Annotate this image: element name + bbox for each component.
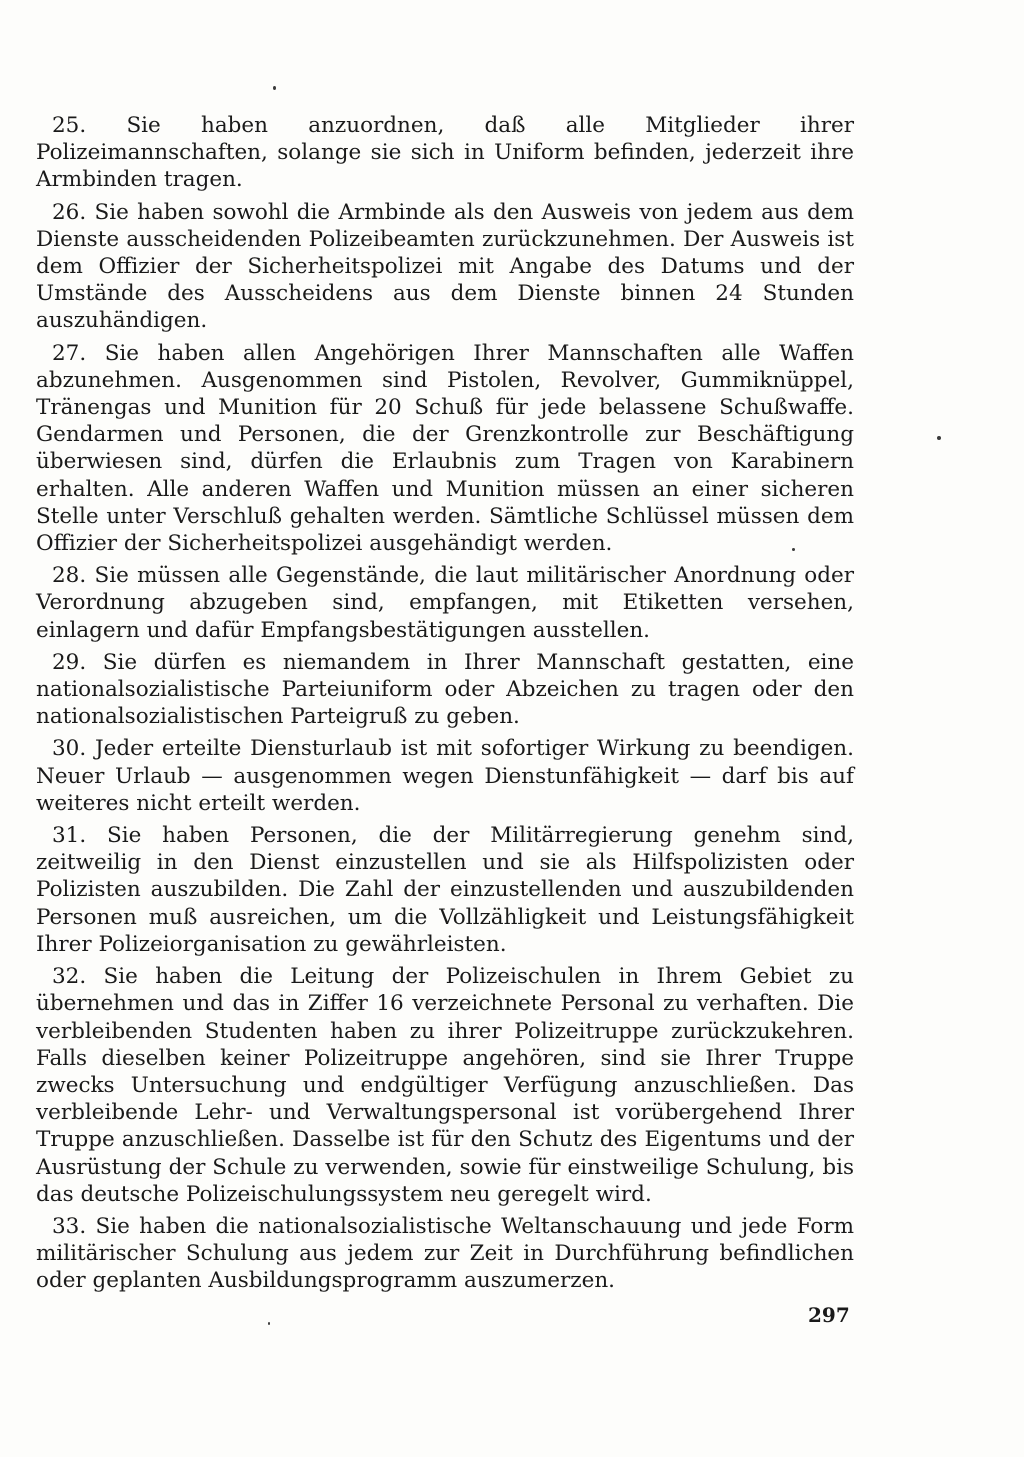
body-text [36, 112, 854, 1300]
paragraph-number: 26. [52, 199, 87, 225]
paragraph-29 [36, 649, 854, 731]
page-number: 297 [808, 1303, 850, 1327]
paragraph-text: Sie haben allen Angehörigen Ihrer Mannschaften alle Waffen abzunehmen. Ausgenommen sind Pistolen, Revolver, Gummiknüppel, Tränengas und Munition für 20 Schuß für jede belassene Schußwaffe. Gendarmen und Personen, die der Grenzkontrolle zur Beschäftigung überwiesen sind, dürfen die Erlaubnis zum Tragen von Karabinern erhalten. Alle anderen Waffen und Munition müssen an einer sicheren Stelle unter Verschluß gehalten werden. Sämtliche Schlüssel müssen dem Offizier der Sicherheitspolizei ausgehändigt werden. [36, 340, 854, 557]
scan-speck [273, 86, 276, 90]
paragraph-number: 27. [52, 340, 87, 366]
paragraph-text: Sie haben die nationalsozialistische Weltanschauung und jede Form militärischer Schulung aus jedem zur Zeit in Durchführung befindlichen oder geplanten Ausbildungsprogramm auszumerzen. [36, 1213, 855, 1294]
paragraph-28 [36, 562, 854, 644]
paragraph-33 [36, 1213, 854, 1295]
paragraph-number: 30. [52, 736, 87, 762]
paragraph-text: Sie haben die Leitung der Polizeischulen in Ihrem Gebiet zu übernehmen und das in Ziffer 16 verzeichnete Personal zu verhaften. Die verbleibenden Studenten haben zu ihrer Polizeitruppe zurückzukehren. Falls dieselben keiner Polizeitruppe angehören, sind sie Ihrer Truppe zwecks Untersuchung und endgültiger Verfügung anzuschließen. Das verbleibende Lehr- und Verwaltungspersonal ist vorübergehend Ihrer Truppe anzuschließen. Dasselbe ist für den Schutz des Eigentums und der Ausrüstung der Schule zu verwenden, sowie für einstweilige Schulung, bis das deutsche Polizeischulungssystem neu geregelt wird. [36, 964, 854, 1207]
paragraph-text: Sie dürfen es niemandem in Ihrer Mannschaft gestatten, eine nationalsozialistische Parteiuniform oder Abzeichen zu tragen oder den nationalsozialistischen Parteigruß zu geben. [36, 649, 854, 730]
paragraph-text: Sie haben sowohl die Armbinde als den Ausweis von jedem aus dem Dienste ausscheidenden Polizeibeamten zurückzunehmen. Der Ausweis ist dem Offizier der Sicherheitspolizei mit Angabe des Datums und der Umstände des Ausscheidens aus dem Dienste binnen 24 Stunden auszuhändigen. [36, 199, 854, 334]
paragraph-32 [36, 963, 854, 1208]
paragraph-text: Sie haben Personen, die der Militärregierung genehm sind, zeitweilig in den Dienst einzustellen und sie als Hilfspolizisten oder Polizisten auszubilden. Die Zahl der einzustellenden und auszubildenden Personen muß ausreichen, um die Vollzähligkeit und Leistungsfähigkeit Ihrer Polizeiorganisation zu gewährleisten. [36, 823, 854, 957]
paragraph-text: Sie haben anzuordnen, daß alle Mitglieder ihrer Polizeimannschaften, solange sie sich in Uniform befinden, jederzeit ihre Armbinden tragen. [36, 113, 854, 193]
paragraph-number: 32. [52, 964, 87, 990]
paragraph-number: 29. [52, 649, 87, 675]
paragraph-text: Jeder erteilte Diensturlaub ist mit sofortiger Wirkung zu beendigen. Neuer Urlaub — ausgenommen wegen Dienstunfähigkeit — darf bis auf weiteres nicht erteilt werden. [36, 736, 854, 816]
paragraph-number: 31. [52, 823, 87, 849]
paragraph-number: 33. [52, 1213, 87, 1239]
scan-speck [937, 436, 941, 440]
paragraph-30 [36, 735, 854, 817]
paragraph-number: 28. [52, 563, 87, 589]
scan-speck [792, 548, 795, 551]
paragraph-number: 25. [52, 113, 87, 138]
paragraph-27 [36, 340, 854, 558]
paragraph-31 [36, 822, 854, 958]
scan-speck [268, 1322, 270, 1325]
paragraph-text: Sie müssen alle Gegenstände, die laut militärischer Anordnung oder Verordnung abzugeben sind, empfangen, mit Etiketten versehen, einlagern und dafür Empfangsbestätigungen ausstellen. [36, 563, 854, 643]
paragraph-26 [36, 199, 854, 335]
paragraph-25 [36, 112, 854, 194]
